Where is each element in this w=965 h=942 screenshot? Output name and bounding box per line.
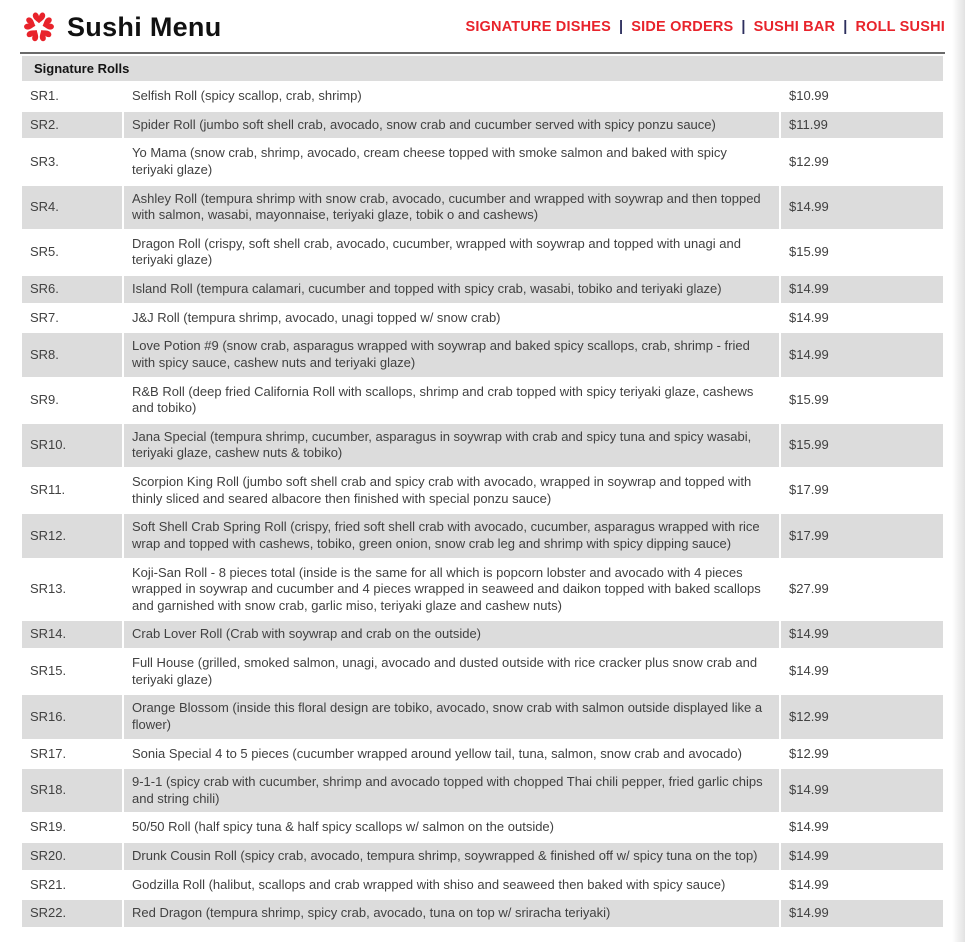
item-price: $14.99: [781, 186, 943, 229]
table-row: [22, 872, 943, 899]
item-description: 50/50 Roll (half spicy tuna & half spicy scallops w/ salmon on the outside): [124, 814, 779, 841]
brand[interactable]: [20, 8, 222, 46]
nav-separator: |: [618, 19, 624, 35]
item-price: $14.99: [781, 333, 943, 376]
item-code: SR15.: [22, 650, 122, 693]
table-row: [22, 900, 943, 927]
item-description: Yo Mama (snow crab, shrimp, avocado, cream cheese topped with smoke salmon and baked with spicy teriyaki glaze): [124, 140, 779, 183]
nav-link-side-orders[interactable]: SIDE ORDERS: [631, 19, 734, 35]
table-row: [22, 379, 943, 422]
item-code: SR14.: [22, 621, 122, 648]
item-price: $11.99: [781, 112, 943, 139]
table-row: [22, 560, 943, 620]
table-row: [22, 650, 943, 693]
item-code: SR18.: [22, 769, 122, 812]
table-row: [22, 424, 943, 467]
item-price: $15.99: [781, 424, 943, 467]
item-description: Jana Special (tempura shrimp, cucumber, asparagus in soywrap with crab and spicy tuna and spicy wasabi, teriyaki glaze, cashew nuts & tobiko): [124, 424, 779, 467]
table-row: [22, 769, 943, 812]
menu-section: [20, 52, 945, 929]
item-code: SR21.: [22, 872, 122, 899]
item-code: SR16.: [22, 695, 122, 738]
item-description: Red Dragon (tempura shrimp, spicy crab, avocado, tuna on top w/ sriracha teriyaki): [124, 900, 779, 927]
item-description: Dragon Roll (crispy, soft shell crab, avocado, cucumber, wrapped with soywrap and topped with unagi and teriyaki glaze): [124, 231, 779, 274]
table-row: [22, 83, 943, 110]
menu-table-body: [22, 83, 943, 927]
item-code: SR9.: [22, 379, 122, 422]
item-description: Island Roll (tempura calamari, cucumber and topped with spicy crab, wasabi, tobiko and teriyaki glaze): [124, 276, 779, 303]
table-row: [22, 276, 943, 303]
table-row: [22, 231, 943, 274]
table-row: [22, 843, 943, 870]
item-price: $14.99: [781, 276, 943, 303]
item-description: Koji-San Roll - 8 pieces total (inside is the same for all which is popcorn lobster and avocado with 4 pieces wrapped in soywrap and cucumber and 4 pieces wrapped in seaweed and daikon topped with baked scallops and garnished with snow crab, garlic miso, teriyaki glaze and cashew nuts): [124, 560, 779, 620]
item-description: Soft Shell Crab Spring Roll (crispy, fried soft shell crab with avocado, cucumber, asparagus wrapped with rice wrap and topped with cashews, tobiko, green onion, snow crab leg and shrimp with spicy dipping sauce): [124, 514, 779, 557]
item-price: $14.99: [781, 814, 943, 841]
item-price: $17.99: [781, 469, 943, 512]
item-code: SR13.: [22, 560, 122, 620]
item-code: SR1.: [22, 83, 122, 110]
table-row: [22, 186, 943, 229]
item-code: SR17.: [22, 741, 122, 768]
section-header-row: [22, 56, 943, 81]
item-price: $14.99: [781, 769, 943, 812]
item-code: SR22.: [22, 900, 122, 927]
table-row: [22, 514, 943, 557]
sakura-logo-icon: [20, 8, 58, 46]
item-price: $15.99: [781, 379, 943, 422]
item-code: SR10.: [22, 424, 122, 467]
item-price: $14.99: [781, 650, 943, 693]
item-price: $14.99: [781, 305, 943, 332]
table-row: [22, 695, 943, 738]
item-price: $14.99: [781, 900, 943, 927]
table-row: [22, 112, 943, 139]
table-row: [22, 814, 943, 841]
item-code: SR12.: [22, 514, 122, 557]
nav-link-sushi-bar[interactable]: SUSHI BAR: [753, 19, 836, 35]
item-code: SR3.: [22, 140, 122, 183]
item-code: SR6.: [22, 276, 122, 303]
item-price: $12.99: [781, 741, 943, 768]
table-row: [22, 305, 943, 332]
item-code: SR2.: [22, 112, 122, 139]
item-description: Godzilla Roll (halibut, scallops and crab wrapped with shiso and seaweed then baked with spicy sauce): [124, 872, 779, 899]
table-row: [22, 621, 943, 648]
item-price: $27.99: [781, 560, 943, 620]
item-price: $14.99: [781, 843, 943, 870]
item-description: Spider Roll (jumbo soft shell crab, avocado, snow crab and cucumber served with spicy ponzu sauce): [124, 112, 779, 139]
item-description: Selfish Roll (spicy scallop, crab, shrimp): [124, 83, 779, 110]
item-price: $17.99: [781, 514, 943, 557]
item-code: SR8.: [22, 333, 122, 376]
item-price: $12.99: [781, 695, 943, 738]
nav-link-signature-dishes[interactable]: SIGNATURE DISHES: [465, 19, 611, 35]
item-description: Crab Lover Roll (Crab with soywrap and crab on the outside): [124, 621, 779, 648]
item-description: Drunk Cousin Roll (spicy crab, avocado, tempura shrimp, soywrapped & finished off w/ spicy tuna on the top): [124, 843, 779, 870]
item-description: Ashley Roll (tempura shrimp with snow crab, avocado, cucumber and wrapped with soywrap and then topped with salmon, wasabi, mayonnaise, teriyaki glaze, tobik o and cashews): [124, 186, 779, 229]
item-description: Sonia Special 4 to 5 pieces (cucumber wrapped around yellow tail, tuna, salmon, snow crab and avocado): [124, 741, 779, 768]
section-title: Signature Rolls: [22, 56, 943, 81]
menu-table: [20, 54, 945, 929]
table-row: [22, 741, 943, 768]
item-description: R&B Roll (deep fried California Roll with scallops, shrimp and crab topped with spicy teriyaki glaze, cashews and tobiko): [124, 379, 779, 422]
item-description: Scorpion King Roll (jumbo soft shell crab and spicy crab with avocado, wrapped in soywrap and topped with thinly sliced and seared albacore then finished with special ponzu sauce): [124, 469, 779, 512]
item-price: $14.99: [781, 621, 943, 648]
table-row: [22, 140, 943, 183]
item-code: SR4.: [22, 186, 122, 229]
item-code: SR20.: [22, 843, 122, 870]
page-title: Sushi Menu: [67, 11, 222, 42]
item-price: $14.99: [781, 872, 943, 899]
item-code: SR5.: [22, 231, 122, 274]
item-code: SR19.: [22, 814, 122, 841]
table-row: [22, 469, 943, 512]
item-price: $10.99: [781, 83, 943, 110]
page-edge-shadow: [952, 0, 965, 942]
item-description: 9-1-1 (spicy crab with cucumber, shrimp and avocado topped with chopped Thai chili pepper, fried garlic chips and string chili): [124, 769, 779, 812]
item-code: SR7.: [22, 305, 122, 332]
item-description: Love Potion #9 (snow crab, asparagus wrapped with soywrap and baked spicy scallops, crab, shrimp - fried with spicy sauce, cashew nuts and teriyaki glaze): [124, 333, 779, 376]
nav-separator: |: [741, 19, 746, 35]
item-code: SR11.: [22, 469, 122, 512]
table-row: [22, 333, 943, 376]
item-description: Orange Blossom (inside this floral design are tobiko, avocado, snow crab with salmon outside displayed like a flower): [124, 695, 779, 738]
nav-link-roll-sushi[interactable]: ROLL SUSHI: [855, 19, 945, 35]
item-price: $12.99: [781, 140, 943, 183]
item-description: Full House (grilled, smoked salmon, unagi, avocado and dusted outside with rice cracker plus snow crab and teriyaki glaze): [124, 650, 779, 693]
site-header: [0, 0, 965, 52]
nav-separator: |: [843, 19, 848, 35]
item-price: $15.99: [781, 231, 943, 274]
main-nav: [465, 19, 945, 35]
item-description: J&J Roll (tempura shrimp, avocado, unagi topped w/ snow crab): [124, 305, 779, 332]
